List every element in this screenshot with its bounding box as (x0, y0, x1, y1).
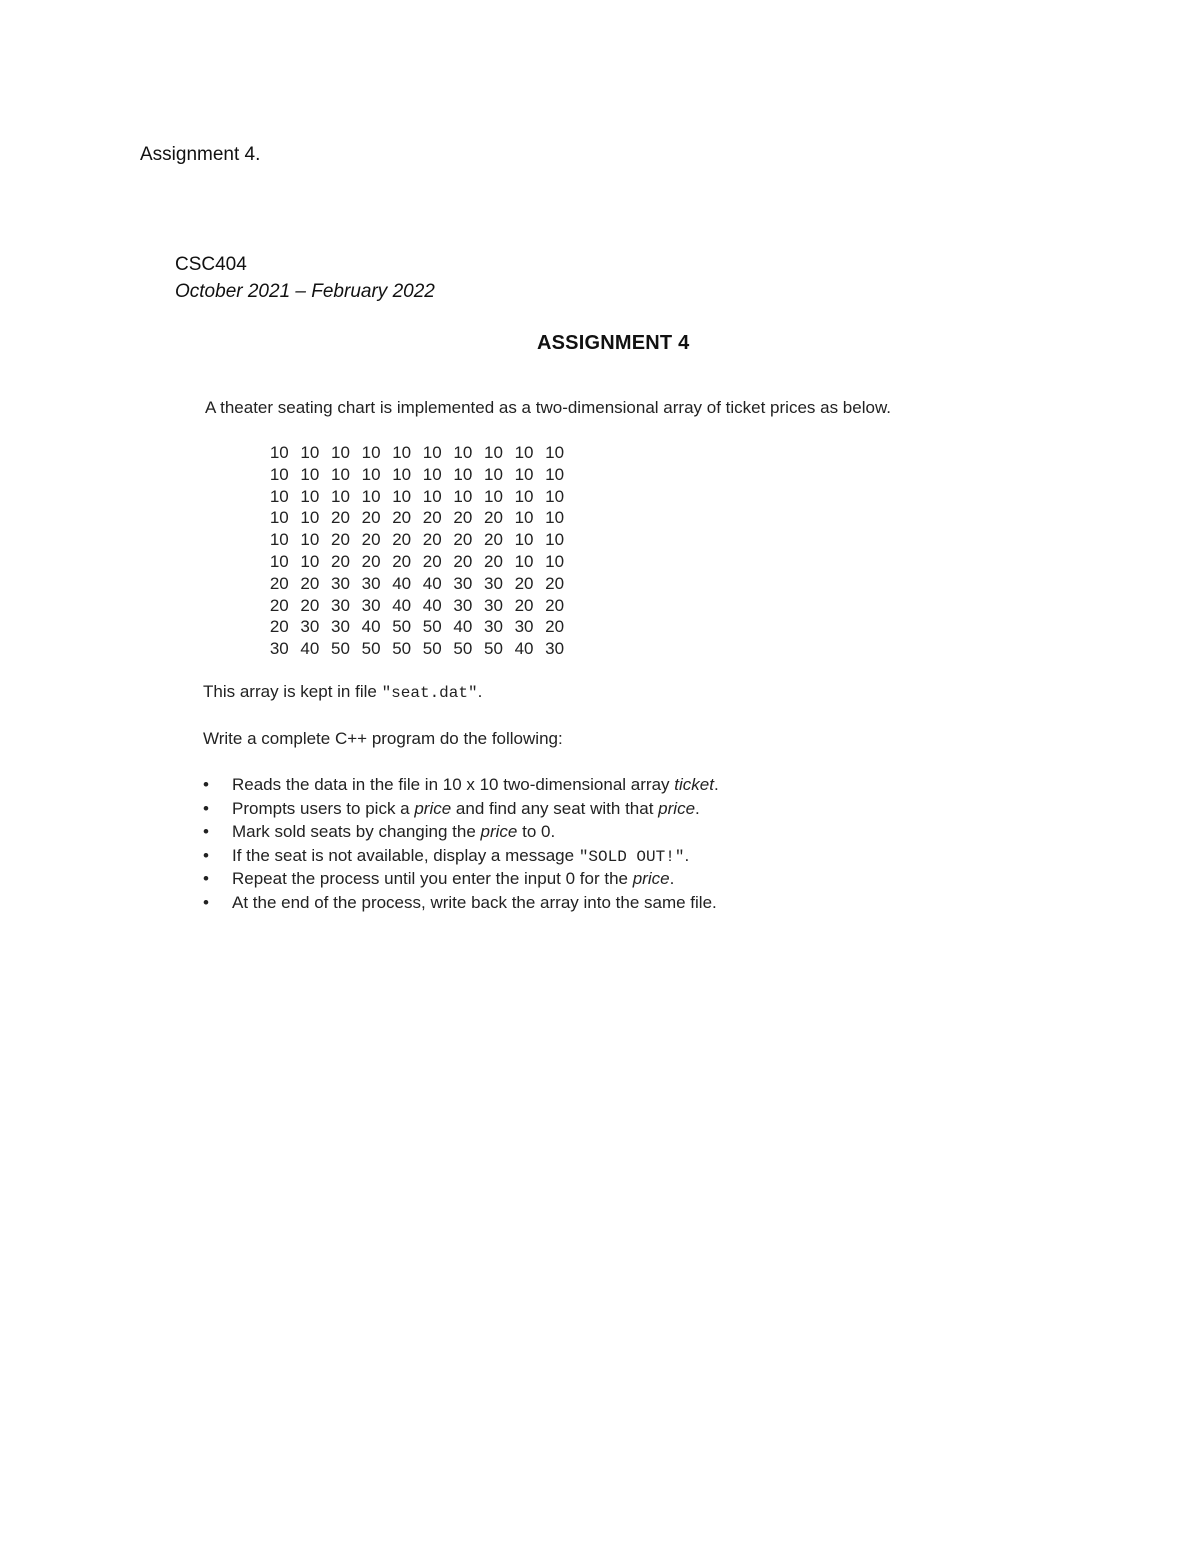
grid-cell: 10 (422, 486, 442, 506)
grid-cell: 30 (331, 617, 350, 637)
grid-cell: 10 (269, 443, 289, 462)
grid-cell: 20 (361, 551, 381, 571)
document-heading: Assignment 4. (140, 144, 261, 165)
grid-cell: 10 (514, 551, 534, 571)
grid-cell: 50 (422, 639, 442, 659)
grid-cell: 10 (269, 486, 289, 506)
grid-cell: 20 (300, 595, 320, 615)
grid-row (264, 464, 570, 486)
grid-cell: 20 (545, 573, 565, 593)
assignment-title: ASSIGNMENT 4 (537, 332, 690, 354)
grid-cell: 40 (361, 617, 381, 637)
grid-row (264, 551, 570, 573)
grid-cell: 10 (453, 443, 473, 462)
grid-cell: 20 (453, 551, 473, 571)
file-name: "seat.dat" (381, 684, 478, 702)
grid-cell: 40 (422, 573, 442, 593)
grid-cell: 10 (483, 464, 503, 484)
grid-cell: 10 (514, 486, 534, 506)
grid-cell: 20 (331, 530, 350, 550)
grid-cell: 20 (514, 573, 534, 593)
grid-cell: 10 (361, 486, 381, 506)
grid-cell: 30 (483, 573, 503, 593)
course-term: October 2021 – February 2022 (175, 281, 435, 302)
grid-cell: 10 (269, 551, 289, 571)
grid-cell: 30 (331, 595, 350, 615)
grid-cell: 30 (331, 573, 350, 593)
course-code: CSC404 (175, 254, 247, 275)
grid-cell: 20 (392, 551, 412, 571)
list-item (203, 797, 719, 821)
grid-cell: 10 (392, 464, 412, 484)
grid-cell: 10 (300, 508, 320, 528)
grid-cell: 20 (361, 508, 381, 528)
list-item (203, 844, 719, 868)
grid-cell: 20 (331, 551, 350, 571)
bullet-icon: • (203, 798, 209, 818)
grid-cell: 10 (422, 443, 442, 462)
grid-cell: 20 (422, 530, 442, 550)
grid-cell: 40 (392, 573, 412, 593)
grid-cell: 10 (514, 443, 534, 462)
grid-cell: 10 (545, 464, 565, 484)
grid-cell: 10 (545, 443, 565, 462)
grid-row (264, 573, 570, 595)
ticket-price-grid (264, 442, 570, 660)
file-note-prefix: This array is kept in file (203, 682, 382, 701)
grid-cell: 40 (422, 595, 442, 615)
grid-cell: 50 (422, 617, 442, 637)
bullet-icon: • (203, 822, 209, 842)
grid-cell: 50 (453, 639, 473, 659)
grid-cell: 20 (453, 530, 473, 550)
grid-cell: 10 (300, 464, 320, 484)
task-list (203, 773, 719, 915)
task-intro: Write a complete C++ program do the following: (203, 729, 563, 748)
grid-cell: 30 (483, 595, 503, 615)
grid-cell: 30 (269, 639, 289, 659)
grid-row (264, 616, 570, 638)
task-text: Reads the data in the file in 10 x 10 two-dimensional array ticket. (232, 775, 719, 794)
grid-cell: 50 (483, 639, 503, 659)
grid-cell: 10 (453, 464, 473, 484)
grid-cell: 20 (422, 508, 442, 528)
grid-cell: 20 (545, 595, 565, 615)
grid-cell: 20 (269, 617, 289, 637)
grid-cell: 10 (483, 443, 503, 462)
list-item (203, 891, 719, 915)
grid-cell: 30 (545, 639, 565, 659)
grid-cell: 30 (361, 573, 381, 593)
grid-cell: 10 (545, 551, 565, 571)
grid-cell: 20 (300, 573, 320, 593)
list-item (203, 820, 719, 844)
task-text: Prompts users to pick a price and find any seat with that price. (232, 798, 700, 818)
grid-cell: 10 (514, 530, 534, 550)
grid-row (264, 507, 570, 529)
grid-cell: 20 (483, 508, 503, 528)
intro-paragraph: A theater seating chart is implemented as a two-dimensional array of ticket prices as below. (205, 398, 892, 417)
grid-cell: 10 (422, 464, 442, 484)
grid-cell: 10 (300, 443, 320, 462)
grid-cell: 10 (269, 530, 289, 550)
grid-cell: 10 (392, 486, 412, 506)
grid-cell: 10 (514, 508, 534, 528)
grid-cell: 10 (269, 508, 289, 528)
file-note-suffix: . (477, 682, 483, 701)
grid-cell: 30 (453, 595, 473, 615)
grid-cell: 20 (331, 508, 350, 528)
grid-row (264, 442, 570, 464)
grid-cell: 20 (514, 595, 534, 615)
grid-cell: 10 (545, 486, 565, 506)
grid-cell: 20 (392, 508, 412, 528)
grid-cell: 30 (514, 617, 534, 637)
bullet-icon: • (203, 869, 209, 889)
grid-cell: 20 (483, 551, 503, 571)
grid-cell: 10 (453, 486, 473, 506)
grid-cell: 10 (392, 443, 412, 462)
grid-cell: 20 (269, 595, 289, 615)
grid-cell: 10 (300, 551, 320, 571)
list-item (203, 867, 719, 891)
task-text: Mark sold seats by changing the price to 0. (232, 822, 556, 842)
file-note (203, 682, 482, 702)
list-item (203, 773, 719, 797)
grid-cell: 30 (361, 595, 381, 615)
bullet-icon: • (203, 845, 209, 865)
grid-row (264, 529, 570, 551)
grid-cell: 30 (453, 573, 473, 593)
grid-row (264, 638, 570, 660)
task-text: If the seat is not available, display a message "SOLD OUT!". (232, 845, 690, 866)
grid-cell: 50 (361, 639, 381, 659)
grid-cell: 20 (422, 551, 442, 571)
grid-cell: 50 (392, 639, 412, 659)
grid-cell: 30 (483, 617, 503, 637)
grid-cell: 10 (269, 464, 289, 484)
grid-row (264, 486, 570, 508)
grid-cell: 30 (300, 617, 320, 637)
bullet-icon: • (203, 892, 209, 912)
grid-cell: 10 (331, 486, 350, 506)
grid-cell: 20 (269, 573, 289, 593)
task-text: Repeat the process until you enter the input 0 for the price. (232, 869, 675, 889)
grid-cell: 40 (514, 639, 534, 659)
grid-cell: 20 (361, 530, 381, 550)
grid-cell: 50 (392, 617, 412, 637)
grid-cell: 10 (483, 486, 503, 506)
grid-cell: 50 (331, 639, 350, 659)
grid-cell: 10 (545, 530, 565, 550)
grid-cell: 10 (331, 464, 350, 484)
grid-cell: 40 (300, 639, 320, 659)
grid-cell: 40 (453, 617, 473, 637)
grid-cell: 20 (483, 530, 503, 550)
grid-cell: 20 (392, 530, 412, 550)
grid-cell: 20 (453, 508, 473, 528)
grid-cell: 10 (361, 464, 381, 484)
grid-cell: 10 (300, 486, 320, 506)
grid-cell: 10 (361, 443, 381, 462)
grid-cell: 20 (545, 617, 565, 637)
bullet-icon: • (203, 775, 209, 794)
grid-row (264, 595, 570, 617)
grid-cell: 10 (331, 443, 350, 462)
task-text: At the end of the process, write back the array into the same file. (232, 892, 717, 912)
grid-cell: 10 (545, 508, 565, 528)
grid-cell: 10 (300, 530, 320, 550)
grid-cell: 10 (514, 464, 534, 484)
grid-cell: 40 (392, 595, 412, 615)
